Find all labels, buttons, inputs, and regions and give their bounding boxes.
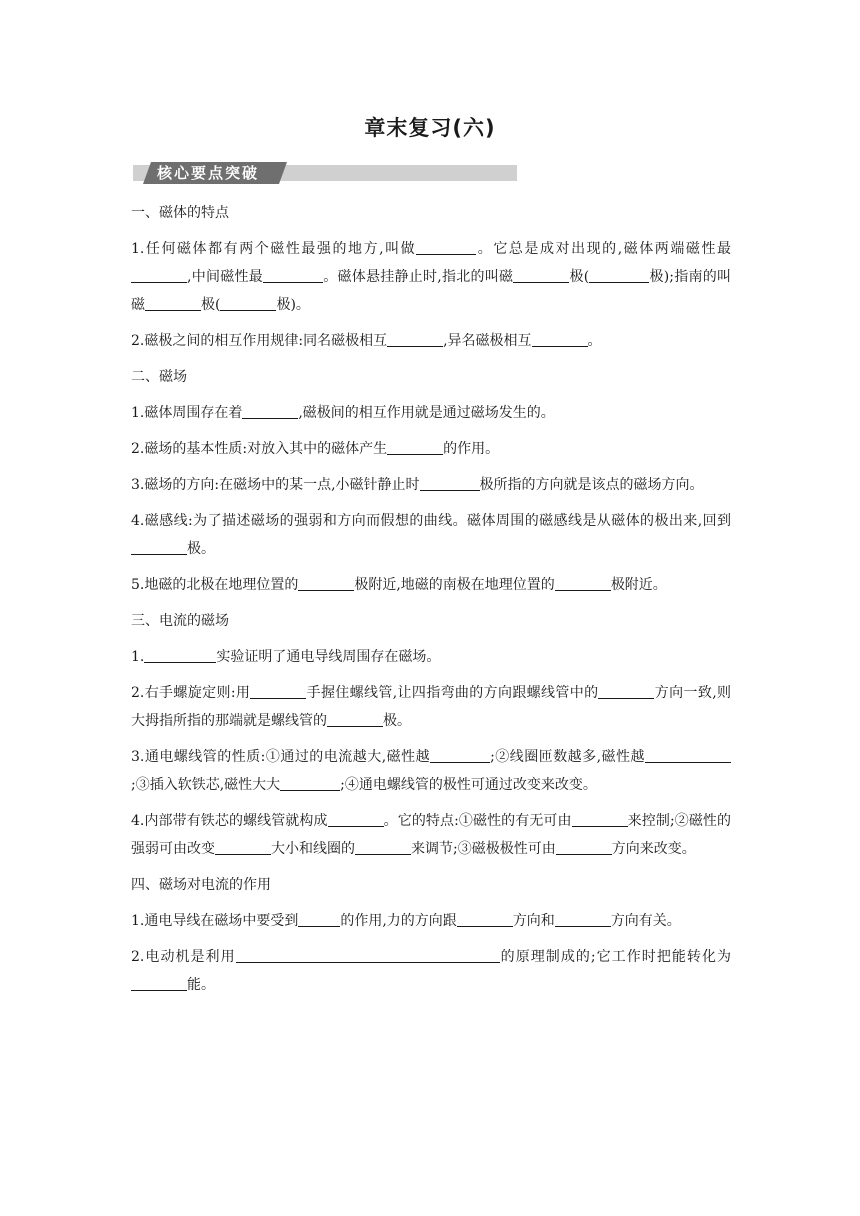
text: 极附近,地磁的南极在地理位置的 <box>354 577 555 593</box>
text: 。磁体悬挂静止时,指北的叫磁 <box>323 269 514 285</box>
text: 大小和线圈的 <box>271 841 355 857</box>
para-1-2 <box>131 327 731 355</box>
text: 方向有关。 <box>610 913 681 929</box>
text: 5.地磁的北极在地理位置的 <box>131 577 299 593</box>
para-3-1 <box>131 643 731 671</box>
blank[interactable] <box>215 838 271 855</box>
text: 能。 <box>187 977 215 993</box>
text: 1.通电导线在磁场中要受到 <box>131 913 299 929</box>
para-4-1 <box>131 907 731 935</box>
blank[interactable] <box>236 946 500 963</box>
blank[interactable] <box>298 910 340 927</box>
blank[interactable] <box>430 746 490 763</box>
text: 极)。 <box>276 297 310 313</box>
para-2-3 <box>131 471 731 499</box>
text: 实验证明了通电导线周围存在磁场。 <box>216 649 441 665</box>
para-4-2 <box>131 943 731 999</box>
para-2-5 <box>131 571 731 599</box>
heading-field-on-current: 四、磁场对电流的作用 <box>131 877 271 893</box>
blank[interactable] <box>645 746 731 763</box>
blank[interactable] <box>280 774 340 791</box>
section-banner <box>133 162 517 182</box>
blank[interactable] <box>555 910 611 927</box>
text: 极( <box>201 297 221 313</box>
text: 的作用。 <box>443 441 500 457</box>
para-3-4 <box>131 807 731 863</box>
text: ,中间磁性最 <box>187 269 263 285</box>
para-3-3 <box>131 743 731 799</box>
blank[interactable] <box>598 682 654 699</box>
blank[interactable] <box>589 266 649 283</box>
blank[interactable] <box>416 238 476 255</box>
blank[interactable] <box>556 838 612 855</box>
blank[interactable] <box>131 974 187 991</box>
blank[interactable] <box>131 266 187 283</box>
text: 2.磁场的基本性质:对放入其中的磁体产生 <box>131 441 388 457</box>
text: 来调节;③磁极极性可由 <box>411 841 556 857</box>
blank[interactable] <box>327 710 383 727</box>
blank[interactable] <box>513 266 569 283</box>
para-2-1 <box>131 399 731 427</box>
blank[interactable] <box>457 910 513 927</box>
blank[interactable] <box>145 294 201 311</box>
text: 1.磁体周围存在着 <box>131 405 243 421</box>
text: 3.通电螺线管的性质:①通过的电流越大,磁性越 <box>131 749 431 765</box>
text: 4.磁感线:为了描述磁场的强弱和方向而假想的曲线。磁体周围的磁感线是从磁体的极出来,回到 <box>131 513 731 529</box>
heading-magnetic-field: 二、磁场 <box>131 369 187 385</box>
blank[interactable] <box>328 810 384 827</box>
text: 2.磁极之间的相互作用规律:同名磁极相互 <box>131 333 388 349</box>
heading-current-magnetism: 三、电流的磁场 <box>131 613 229 629</box>
blank[interactable] <box>387 438 443 455</box>
content <box>131 199 731 1007</box>
blank[interactable] <box>572 810 628 827</box>
blank[interactable] <box>144 646 216 663</box>
text: 方向来改变。 <box>611 841 696 857</box>
text: 。它总是成对出现的,磁体两端磁性最 <box>476 241 732 257</box>
blank[interactable] <box>131 538 187 555</box>
text: 3.磁场的方向:在磁场中的某一点,小磁针静止时 <box>131 477 420 493</box>
text: 。它的特点:①磁性的有无可由 <box>383 813 572 829</box>
text: 极。 <box>383 713 411 729</box>
blank[interactable] <box>242 402 298 419</box>
text: 手握住螺线管,让四指弯曲的方向跟螺线管中的 <box>306 685 599 701</box>
text: 极附近。 <box>610 577 667 593</box>
para-1-1 <box>131 235 731 319</box>
text: ;②线圈匝数越多,磁性越 <box>490 749 645 765</box>
text: 方向一致,则大拇指所指的那端就是螺线管的 <box>131 685 732 729</box>
text: 的原理制成的;它工作时把能转化为 <box>499 949 731 965</box>
text: 来控制;②磁性的强弱可由改变 <box>131 813 732 857</box>
text: 极。 <box>187 541 215 557</box>
blank[interactable] <box>250 682 306 699</box>
para-2-2 <box>131 435 731 463</box>
para-2-4 <box>131 507 731 563</box>
blank[interactable] <box>263 266 323 283</box>
text: 。 <box>587 333 602 349</box>
para-3-2 <box>131 679 731 735</box>
text: 方向和 <box>512 913 555 929</box>
banner-label: 核心要点突破 <box>157 164 260 182</box>
blank[interactable] <box>532 330 588 347</box>
heading-magnet-features: 一、磁体的特点 <box>131 205 229 221</box>
page-title: 章末复习(六) <box>364 116 496 140</box>
text: 1. <box>131 649 145 665</box>
text: 极);指南的叫磁 <box>131 269 731 313</box>
blank[interactable] <box>220 294 276 311</box>
blank[interactable] <box>387 330 443 347</box>
text: 4.内部带有铁芯的螺线管就构成 <box>131 813 328 829</box>
text: ,磁极间的相互作用就是通过磁场发生的。 <box>298 405 555 421</box>
blank[interactable] <box>298 574 354 591</box>
text: 的作用,力的方向跟 <box>340 913 457 929</box>
text: ;③插入软铁芯,磁性大大 <box>131 777 281 793</box>
text: ,异名磁极相互 <box>443 333 532 349</box>
blank[interactable] <box>420 474 480 491</box>
text: 极( <box>569 269 590 285</box>
blank[interactable] <box>355 838 411 855</box>
blank[interactable] <box>555 574 611 591</box>
text: ;④通电螺线管的极性可通过改变来改变。 <box>340 777 597 793</box>
text: 2.右手螺旋定则:用 <box>131 685 251 701</box>
text: 极所指的方向就是该点的磁场方向。 <box>479 477 704 493</box>
text: 2.电动机是利用 <box>131 949 236 965</box>
text: 1.任何磁体都有两个磁性最强的地方,叫做 <box>131 241 417 257</box>
